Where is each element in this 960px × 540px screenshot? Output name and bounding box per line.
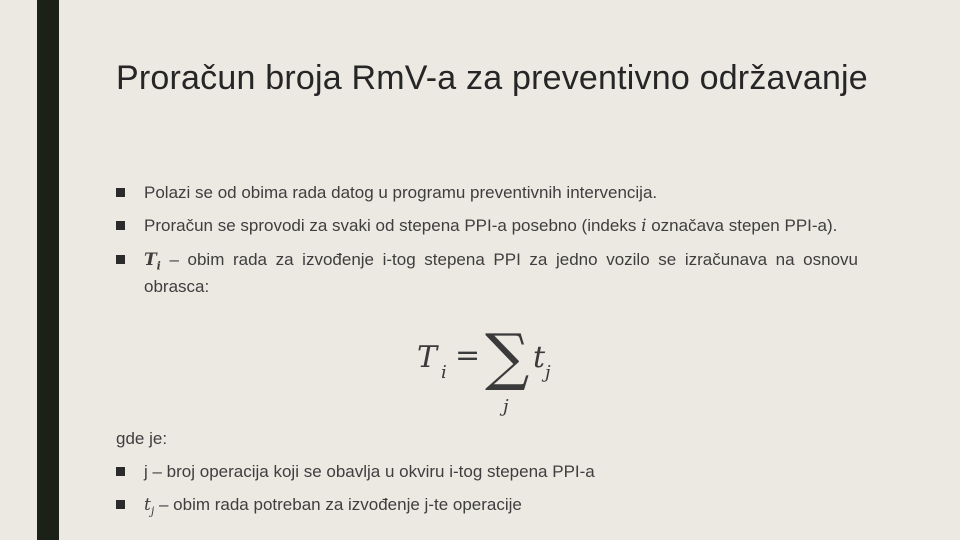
- variable-t: t: [144, 495, 151, 515]
- variable-t-subscript: j: [150, 504, 155, 518]
- formula-equals: =: [455, 338, 481, 373]
- bullet-item-1: [116, 182, 858, 203]
- definition-text: – obim rada potreban za izvođenje j-te operacije: [154, 495, 522, 514]
- bullet-text-after: označava stepen PPI-a).: [646, 216, 838, 235]
- bullet-text-before: Proračun se sprovodi za svaki od stepena PPI-a posebno (indeks: [144, 216, 642, 235]
- slide-title: Proračun broja RmV-a za preventivno održavanje: [116, 59, 868, 97]
- definition-item-2: [116, 494, 858, 521]
- definition-text: j – broj operacija koji se obavlja u okviru i-tog stepena PPI-a: [144, 462, 595, 481]
- variable-T: T: [144, 250, 157, 270]
- square-bullet-icon: [116, 221, 125, 230]
- square-bullet-icon: [116, 467, 125, 476]
- bullet-text: Polazi se od obima rada datog u programu preventivnih intervencija.: [144, 183, 658, 202]
- square-bullet-icon: [116, 500, 125, 509]
- formula-rhs-subscript: j: [545, 362, 551, 383]
- where-label: gde je:: [116, 429, 168, 448]
- formula-lhs-subscript: i: [441, 362, 447, 383]
- definition-list: [116, 461, 858, 533]
- bullet-item-3: [116, 249, 858, 297]
- definition-item-1: [116, 461, 858, 482]
- formula-rhs: t: [533, 340, 546, 375]
- variable-T-subscript: i: [156, 259, 161, 273]
- formula-lhs: T: [417, 340, 438, 375]
- left-accent-bar: [37, 0, 59, 540]
- square-bullet-icon: [116, 188, 125, 197]
- bullet-list: [116, 182, 858, 309]
- bullet-item-2: [116, 215, 858, 237]
- formula-sum-index: j: [503, 396, 509, 417]
- square-bullet-icon: [116, 255, 125, 264]
- formula-sum-sign: ∑: [485, 320, 530, 393]
- index-variable: i: [641, 216, 647, 236]
- bullet-text: – obim rada za izvođenje i-tog stepena PPI za jedno vozilo se izračunava na osnovu obrasca:: [144, 250, 858, 297]
- summation-formula: [415, 322, 575, 418]
